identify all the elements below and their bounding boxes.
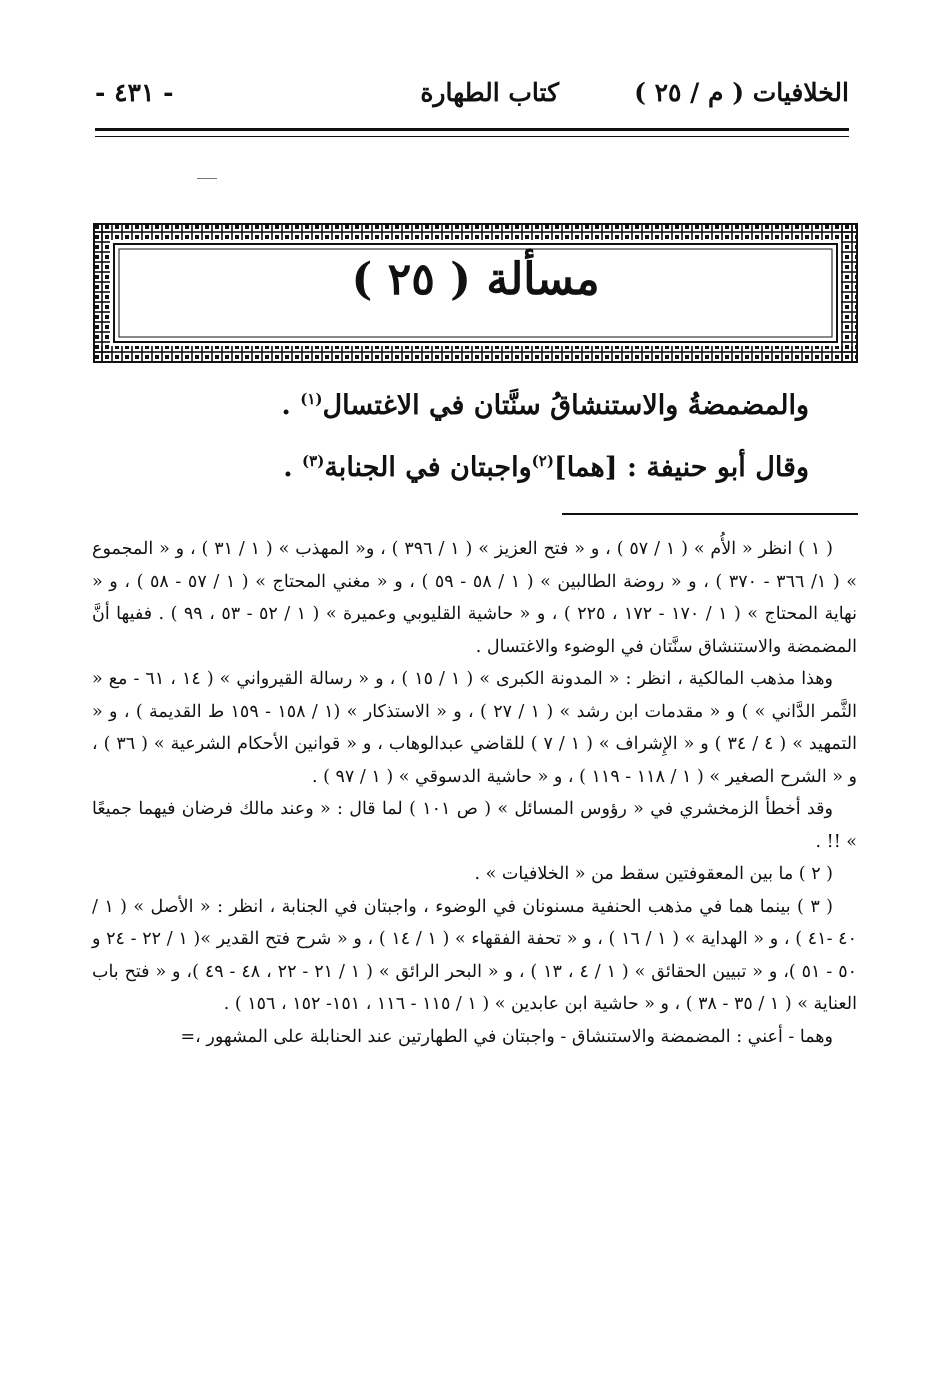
main-text-segment: واجبتان في الجنابة (324, 452, 532, 483)
footnote-1: ( ١ ) انظر « الأُم » ( ١ / ٥٧ ) ، و « فتح العزيز » ( ١ / ٣٩٦ ) ، و« المهذب » ( ١ / ٣١ ) ، و « المجموع » ( ١/ ٣٦٦ - ٣٧٠ ) ، و « روضة الطالبين » ( ١ / ٥٨ - ٥٩ ) ، و « مغني المحتاج » ( ١ / ٥٧ - ٥٨ ) ، و « نهاية المحتاج » ( ١ / ١٧٠ - ١٧٢ ، ٢٢٥ ) ، و « حاشية القليوبي وعميرة » ( ١ / ٥٢ - ٥٣ ، ٩٩ ) . ففيها أنَّ المضمضة والاستنشاق سنَّتان في الوضوء والاغتسال . (92, 539, 857, 657)
footnote-2: ( ٢ ) ما بين المعقوفتين سقط من « الخلافيات » . (474, 864, 833, 884)
stray-mark (197, 178, 217, 179)
footnote-1-zamakhshari: وقد أخطأ الزمخشري في « رؤوس المسائل » ( ص ١٠١ ) لما قال : « وعند مالك فرضان فيهما جميعًا » !! . (92, 799, 857, 852)
main-text-line-1 (150, 390, 809, 421)
chapter-title: كتاب الطهارة (420, 78, 559, 107)
footnote-separator (562, 513, 858, 515)
running-header (95, 78, 849, 120)
issue-heading: مسألة ( ٢٥ ) (351, 254, 600, 305)
ornamental-title-frame (92, 222, 859, 364)
header-rule-thick (95, 128, 849, 131)
main-text-segment: والمضمضةُ والاستنشاقُ سنَّتان في الاغتسال (322, 390, 809, 421)
main-text-line-2 (150, 452, 809, 483)
footnote-3: ( ٣ ) بينما هما في مذهب الحنفية مسنونان في الوضوء ، واجبتان في الجنابة ، انظر : « الأصل » ( ١ / ٤٠ -٤١ ) ، و « الهداية » ( ١ / ١٦ ) ، و « تحفة الفقهاء » ( ١ / ١٤ ) ، و « شرح فتح القدير »( ١ / ٢٢ - ٢٤ و ٥٠ - ٥١ )، و « تبيين الحقائق » ( ١ / ٤ ، ١٣ ) ، و « البحر الرائق » ( ١ / ٢١ - ٢٢ ، ٤٨ - ٤٩ )، و « فتح باب العناية » ( ١ / ٣٥ - ٣٨ ) ، و « حاشية ابن عابدين » ( ١ / ١١٥ - ١١٦ ، ١٥١- ١٥٢ ، ١٥٦ ) . (92, 896, 857, 1014)
footnote-1-maliki: وهذا مذهب المالكية ، انظر : « المدونة الكبرى » ( ١ / ١٥ ) ، و « رسالة القيرواني » ( ١٤ ، ٦١ - مع « الثَّمر الدَّاني » ) و « مقدمات ابن رشد » ( ١ / ٢٧ ) ، و « الاستذكار » (١ / ١٥٨ - ١٥٩ ط القديمة ) ، و « التمهيد » ( ٤ / ٣٤ ) و « الإِشراف » ( ١ / ٧ ) للقاضي عبدالوهاب ، و « قوانين الأحكام الشرعية » ( ٣٦ ) ، و « الشرح الصغير » ( ١ / ١١٨ - ١١٩ ) ، و « حاشية الدسوقي » ( ١ / ٩٧ ) . (92, 669, 857, 787)
main-text-segment: وقال أبو حنيفة : [هما] (553, 452, 809, 483)
footnote-ref-1: (١) (300, 390, 323, 408)
footnote-3-hanbali: وهما - أعني : المضمضة والاستنشاق - واجبتان في الطهارتين عند الحنابلة على المشهور ،= (180, 1026, 833, 1047)
page-number: - ٤٣١ - (95, 78, 174, 107)
main-text-segment: . (283, 452, 303, 483)
footnote-ref-2: (٢) (531, 452, 554, 470)
header-rule-thin (95, 136, 849, 137)
main-text-segment: . (281, 390, 301, 421)
book-title: الخلافيات ( م / ٢٥ ) (634, 78, 849, 107)
footnote-ref-3: (٣) (302, 452, 325, 470)
footnotes (92, 533, 857, 1053)
